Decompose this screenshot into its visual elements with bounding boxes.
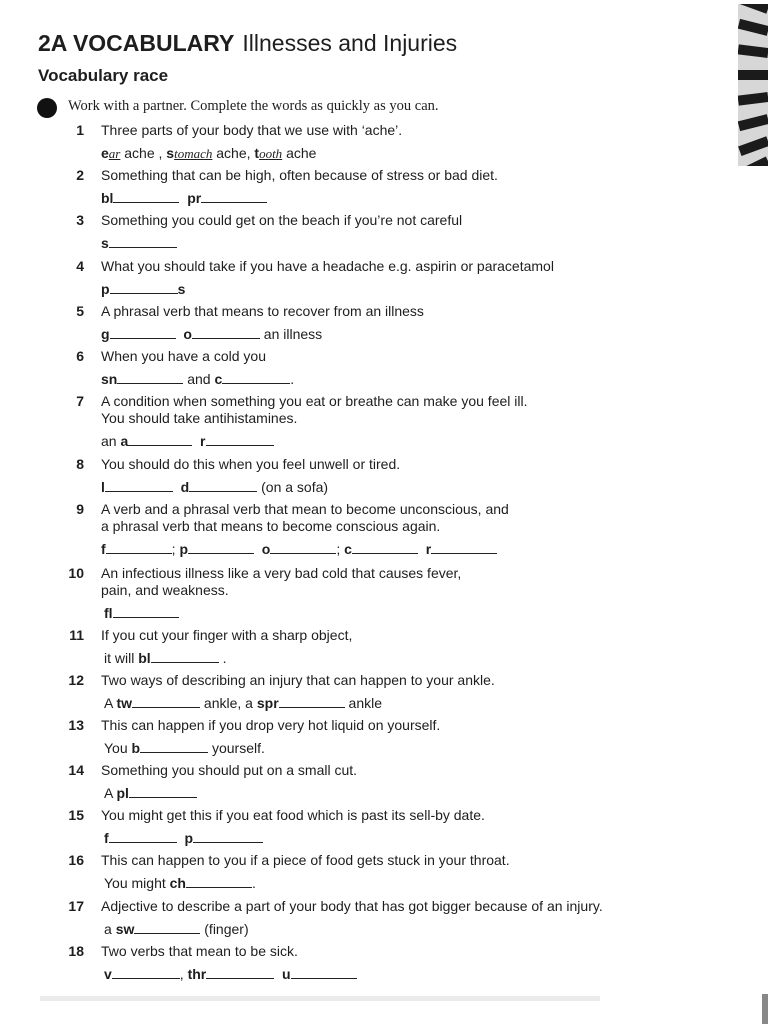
question-text: You might get this if you eat food which is past its sell-by date.: [101, 807, 485, 823]
question-number: 12: [68, 672, 84, 688]
answer-hint: p: [179, 541, 189, 557]
section-code: 2A VOCABULARY: [38, 30, 235, 56]
question-number: 16: [68, 852, 84, 868]
answer-hint: o: [261, 541, 271, 557]
answer-hint: sw: [115, 921, 135, 937]
answer-hint: c: [344, 541, 352, 557]
answer-blank[interactable]: [151, 650, 219, 663]
answer-blank[interactable]: [222, 371, 290, 384]
answer-text: (finger): [200, 921, 249, 937]
instruction: Work with a partner. Complete the words as quickly as you can.: [68, 98, 439, 114]
question-number: 8: [76, 456, 84, 472]
question-number: 9: [76, 501, 84, 517]
answer-hint: s: [166, 145, 175, 161]
question-text: Adjective to describe a part of your body that has got bigger because of an injury.: [101, 898, 603, 914]
answer-blank[interactable]: [132, 695, 200, 708]
answer-line: [104, 695, 704, 712]
answer-line: [104, 605, 704, 622]
answer-hint: f: [101, 541, 106, 557]
question-text: You should do this when you feel unwell or tired.: [101, 456, 401, 472]
answer-hint: bl: [138, 650, 151, 666]
handwritten-answer: ooth: [259, 146, 283, 161]
answer-hint: r: [200, 433, 206, 449]
answer-hint: p: [101, 281, 110, 297]
answer-text: You might: [104, 875, 170, 891]
question-number: 5: [76, 303, 84, 319]
answer-hint: d: [180, 479, 190, 495]
sunburst-decoration: [738, 4, 768, 166]
answer-hint: c: [214, 371, 223, 387]
answer-text: ache: [282, 145, 317, 161]
question-number: 4: [76, 258, 84, 274]
question-text: An infectious illness like a very bad cold that causes fever,: [101, 565, 462, 581]
answer-text: (on a sofa): [257, 479, 329, 495]
question-text: A condition when something you eat or breathe can make you feel ill.: [101, 393, 528, 409]
answer-blank[interactable]: [270, 541, 336, 554]
question-text: a phrasal verb that means to become conscious again.: [101, 518, 441, 534]
answer-blank[interactable]: [193, 830, 263, 843]
answer-text: A: [104, 695, 117, 711]
answer-hint: s: [101, 235, 109, 251]
answer-hint: b: [131, 740, 141, 756]
answer-blank[interactable]: [113, 190, 179, 203]
answer-blank[interactable]: [206, 433, 274, 446]
answer-line: [101, 281, 701, 298]
answer-hint: r: [425, 541, 432, 557]
answer-blank[interactable]: [113, 605, 179, 618]
answer-blank[interactable]: [186, 875, 252, 888]
question-number: 14: [68, 762, 84, 778]
answer-text: ache,: [212, 145, 255, 161]
answer-hint: thr: [187, 966, 207, 982]
answer-blank[interactable]: [106, 541, 172, 554]
answer-blank[interactable]: [109, 830, 177, 843]
answer-line: [101, 326, 701, 343]
answer-hint: e: [101, 145, 109, 161]
answer-blank[interactable]: [279, 695, 345, 708]
answer-hint: o: [183, 326, 192, 342]
answer-line: [104, 785, 704, 802]
handwritten-answer: ar: [108, 146, 121, 161]
answer-text: .: [290, 371, 295, 387]
answer-blank[interactable]: [128, 433, 192, 446]
answer-blank[interactable]: [134, 921, 200, 934]
answer-blank[interactable]: [189, 479, 257, 492]
answer-text: ;: [171, 541, 176, 557]
question-text: When you have a cold you: [101, 348, 266, 364]
answer-line: [104, 830, 704, 847]
question-number: 10: [68, 565, 84, 581]
answer-hint: bl: [101, 190, 114, 206]
answer-hint: pl: [116, 785, 129, 801]
question-text: Two verbs that mean to be sick.: [101, 943, 298, 959]
answer-line: [101, 235, 701, 252]
bullet-icon: [37, 98, 57, 118]
answer-line: [104, 966, 704, 983]
question-text: Something you should put on a small cut.: [101, 762, 358, 778]
answer-hint: sn: [101, 371, 118, 387]
answer-text: an: [101, 433, 121, 449]
answer-blank[interactable]: [112, 966, 180, 979]
question-text: Something you could get on the beach if you’re not careful: [101, 212, 463, 228]
answer-hint: s: [177, 281, 186, 297]
question-number: 17: [68, 898, 84, 914]
answer-text: a: [104, 921, 116, 937]
answer-hint: u: [282, 966, 291, 982]
answer-text: .: [218, 650, 227, 666]
question-text: Something that can be high, often because of stress or bad diet.: [101, 167, 498, 183]
handwritten-answer: tomach: [174, 146, 213, 161]
question-text: This can happen if you drop very hot liquid on yourself.: [101, 717, 441, 733]
question-text: pain, and weakness.: [101, 582, 229, 598]
answer-blank[interactable]: [105, 479, 173, 492]
question-number: 6: [76, 348, 84, 364]
page-corner: [762, 994, 768, 1024]
answer-text: it will: [104, 650, 139, 666]
answer-text: A: [104, 785, 117, 801]
question-text: Two ways of describing an injury that can happen to your ankle.: [101, 672, 495, 688]
answer-text: .: [251, 875, 256, 891]
page-title: [38, 30, 457, 57]
answer-hint: spr: [256, 695, 279, 711]
answer-text: yourself.: [208, 740, 265, 756]
answer-hint: fl: [104, 605, 113, 621]
answer-hint: pr: [187, 190, 202, 206]
answer-text: You: [104, 740, 132, 756]
question-number: 7: [76, 393, 84, 409]
answer-text: and: [183, 371, 215, 387]
answer-blank[interactable]: [352, 541, 418, 554]
answer-hint: v: [104, 966, 112, 982]
section-topic: Illnesses and Injuries: [242, 30, 458, 56]
question-number: 15: [68, 807, 84, 823]
answer-line: [101, 145, 701, 162]
answer-text: ache ,: [120, 145, 167, 161]
answer-text: ,: [179, 966, 188, 982]
question-text: This can happen to you if a piece of food gets stuck in your throat.: [101, 852, 510, 868]
question-number: 1: [76, 122, 84, 138]
question-text: A verb and a phrasal verb that mean to become unconscious, and: [101, 501, 509, 517]
answer-blank[interactable]: [201, 190, 267, 203]
answer-line: [101, 190, 701, 207]
answer-hint: f: [104, 830, 109, 846]
answer-line: [104, 921, 704, 938]
answer-hint: g: [101, 326, 110, 342]
answer-line: [101, 371, 701, 388]
answer-line: [101, 433, 701, 450]
answer-blank[interactable]: [109, 235, 177, 248]
question-text: A phrasal verb that means to recover from an illness: [101, 303, 424, 319]
question-number: 13: [68, 717, 84, 733]
answer-text: ankle, a: [200, 695, 257, 711]
answer-hint: t: [254, 145, 260, 161]
answer-hint: a: [120, 433, 129, 449]
answer-line: [104, 740, 704, 757]
answer-line: [101, 541, 701, 558]
answer-blank[interactable]: [431, 541, 497, 554]
answer-text: ankle: [344, 695, 383, 711]
question-text: Three parts of your body that we use with ‘ache’.: [101, 122, 403, 138]
question-number: 18: [68, 943, 84, 959]
answer-blank[interactable]: [140, 740, 208, 753]
question-text: You should take antihistamines.: [101, 410, 298, 426]
answer-text: ;: [336, 541, 341, 557]
answer-blank[interactable]: [188, 541, 254, 554]
answer-text: an illness: [259, 326, 323, 342]
answer-blank[interactable]: [117, 371, 183, 384]
question-text: If you cut your finger with a sharp object,: [101, 627, 353, 643]
question-number: 11: [69, 627, 84, 643]
answer-hint: tw: [116, 695, 133, 711]
answer-blank[interactable]: [206, 966, 274, 979]
subtitle: Vocabulary race: [38, 66, 169, 85]
answer-blank[interactable]: [129, 785, 197, 798]
faded-footer: [40, 996, 600, 1001]
answer-line: [104, 875, 704, 892]
answer-hint: ch: [169, 875, 186, 891]
answer-blank[interactable]: [192, 326, 260, 339]
answer-blank[interactable]: [291, 966, 357, 979]
question-text: What you should take if you have a headache e.g. aspirin or paracetamol: [101, 258, 554, 274]
answer-line: [101, 479, 701, 496]
answer-blank[interactable]: [110, 326, 176, 339]
answer-hint: l: [101, 479, 105, 495]
question-number: 3: [76, 212, 84, 228]
answer-blank[interactable]: [110, 281, 178, 294]
question-number: 2: [76, 167, 84, 183]
answer-line: [104, 650, 704, 667]
answer-hint: p: [184, 830, 194, 846]
